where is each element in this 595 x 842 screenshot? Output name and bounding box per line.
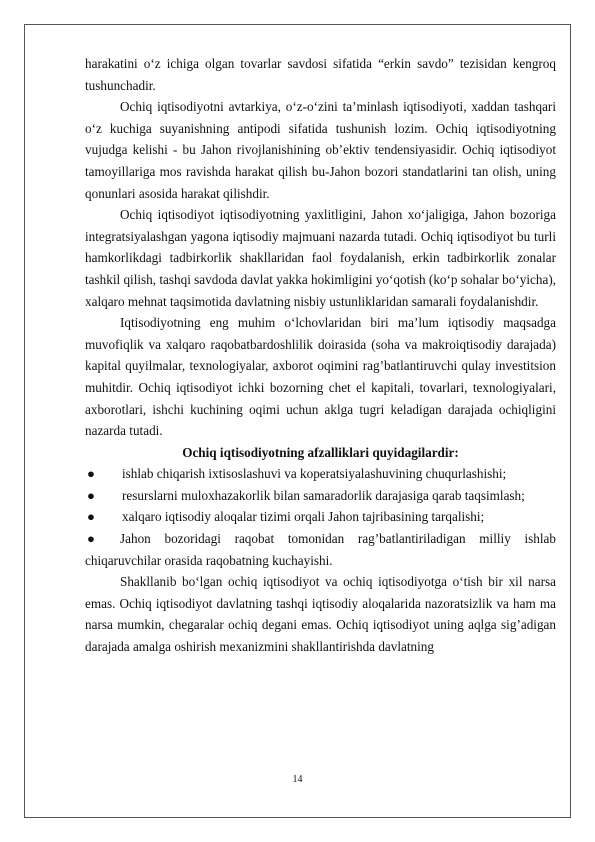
list-item-text: ishlab chiqarish ixtisoslashuvi va koperatsiyalashuvining chuqurlashishi; — [122, 466, 507, 482]
bullet-icon: ● — [87, 487, 95, 503]
list-item-text: xalqaro iqtisodiy aloqalar tizimi orqali Jahon tajribasining tarqalishi; — [122, 509, 485, 525]
paragraph-open-economy-definition: Ochiq iqtisodiyotni avtarkiya, o‘z-o‘zini ta’minlash iqtisodiyoti, xaddan tashqari o‘z kuchiga suyanishning antipodi sifatida tushunish lozim. Ochiq iqtisodiyotning vujudga kelishi - bu Jahon rivojlanishining ob’ektiv tendensiyasidir. Ochiq iqtisodiyot tamoyillariga mos ravishda harakat qilish bu-Jahon bozori standatlarini tan olish, uning qonunlari asosida harakat qilishdir. — [85, 99, 556, 201]
bullet-icon: ● — [87, 466, 95, 482]
paragraph-open-economy-integrity: Ochiq iqtisodiyot iqtisodiyotning yaxlitligini, Jahon xo‘jaligiga, Jahon bozoriga integratsiyalashgan yagona iqtisodiy majmuani nazarda tutadi. Ochiq iqtisodiyot bu turli hamkorlikdagi tadbirkorlik shakllaridan faol foydalanish, erkin tadbirkorlik zonalar tashkil qilish, tashqi savdoda davlat yakka hokimligini yo‘qotish (ko‘p sohalar bo‘yicha), xalqaro mehnat taqsimotida davlatning nisbiy ustunliklaridan samarali foydalanishdir. — [85, 207, 557, 309]
list-item — [85, 528, 556, 571]
list-item-text: resurslarni muloxhazakorlik bilan samaradorlik darajasiga qarab taqsimlash; — [122, 487, 525, 503]
list-item — [85, 485, 556, 507]
document-body — [85, 53, 556, 658]
paragraph-transition: Shakllanib bo‘lgan ochiq iqtisodiyot va ochiq iqtisodiyotga o‘tish bir xil narsa emas. Ochiq iqtisodiyot davlatning tashqi iqtisodiy aloqalarida nazoratsizlik va ham ma narsa mumkin, chegaralar ochiq degani emas. Ochiq iqtisodiyot uning aqlga sig’adigan darajada amalga oshirish mexanizmini shakllantirishda davlatning — [85, 574, 556, 655]
page-number: 14 — [292, 774, 303, 785]
list-item — [85, 463, 556, 485]
list-item — [85, 506, 556, 528]
paragraph-continuation: harakatini o‘z ichiga olgan tovarlar savdosi sifatida “erkin savdo” tezisidan kengroq tushunchadir. — [85, 56, 556, 93]
bullet-icon: ● — [87, 531, 95, 547]
list-item-text: Jahon bozoridagi raqobat tomonidan rag’batlantiriladigan milliy ishlab chiqaruvchilar orasida raqobatning kuchayishi. — [85, 531, 556, 568]
paragraph-investment-climate: Iqtisodiyotning eng muhim o‘lchovlaridan biri ma’lum iqtisodiy maqsadga muvofiqlik va xalqaro raqobatbardoshlilik doirasida (soha va makroiqtisodiy darajada) kapital quyilmalar, texnologiyalar, axborot oqimini rag’batlantiruvchi qulay investitsion muhitdir. Ochiq iqtisodiyot ichki bozorning chet el kapitali, tovarlari, texnologiyalari, axborotlari, ishchi kuchining oqimi uchun aklga tugri keladigan darajada ochiqligini nazarda tutadi. — [85, 315, 556, 439]
bullet-icon: ● — [87, 509, 95, 525]
section-heading: Ochiq iqtisodiyotning afzalliklari quyidagilardir: — [182, 444, 459, 460]
